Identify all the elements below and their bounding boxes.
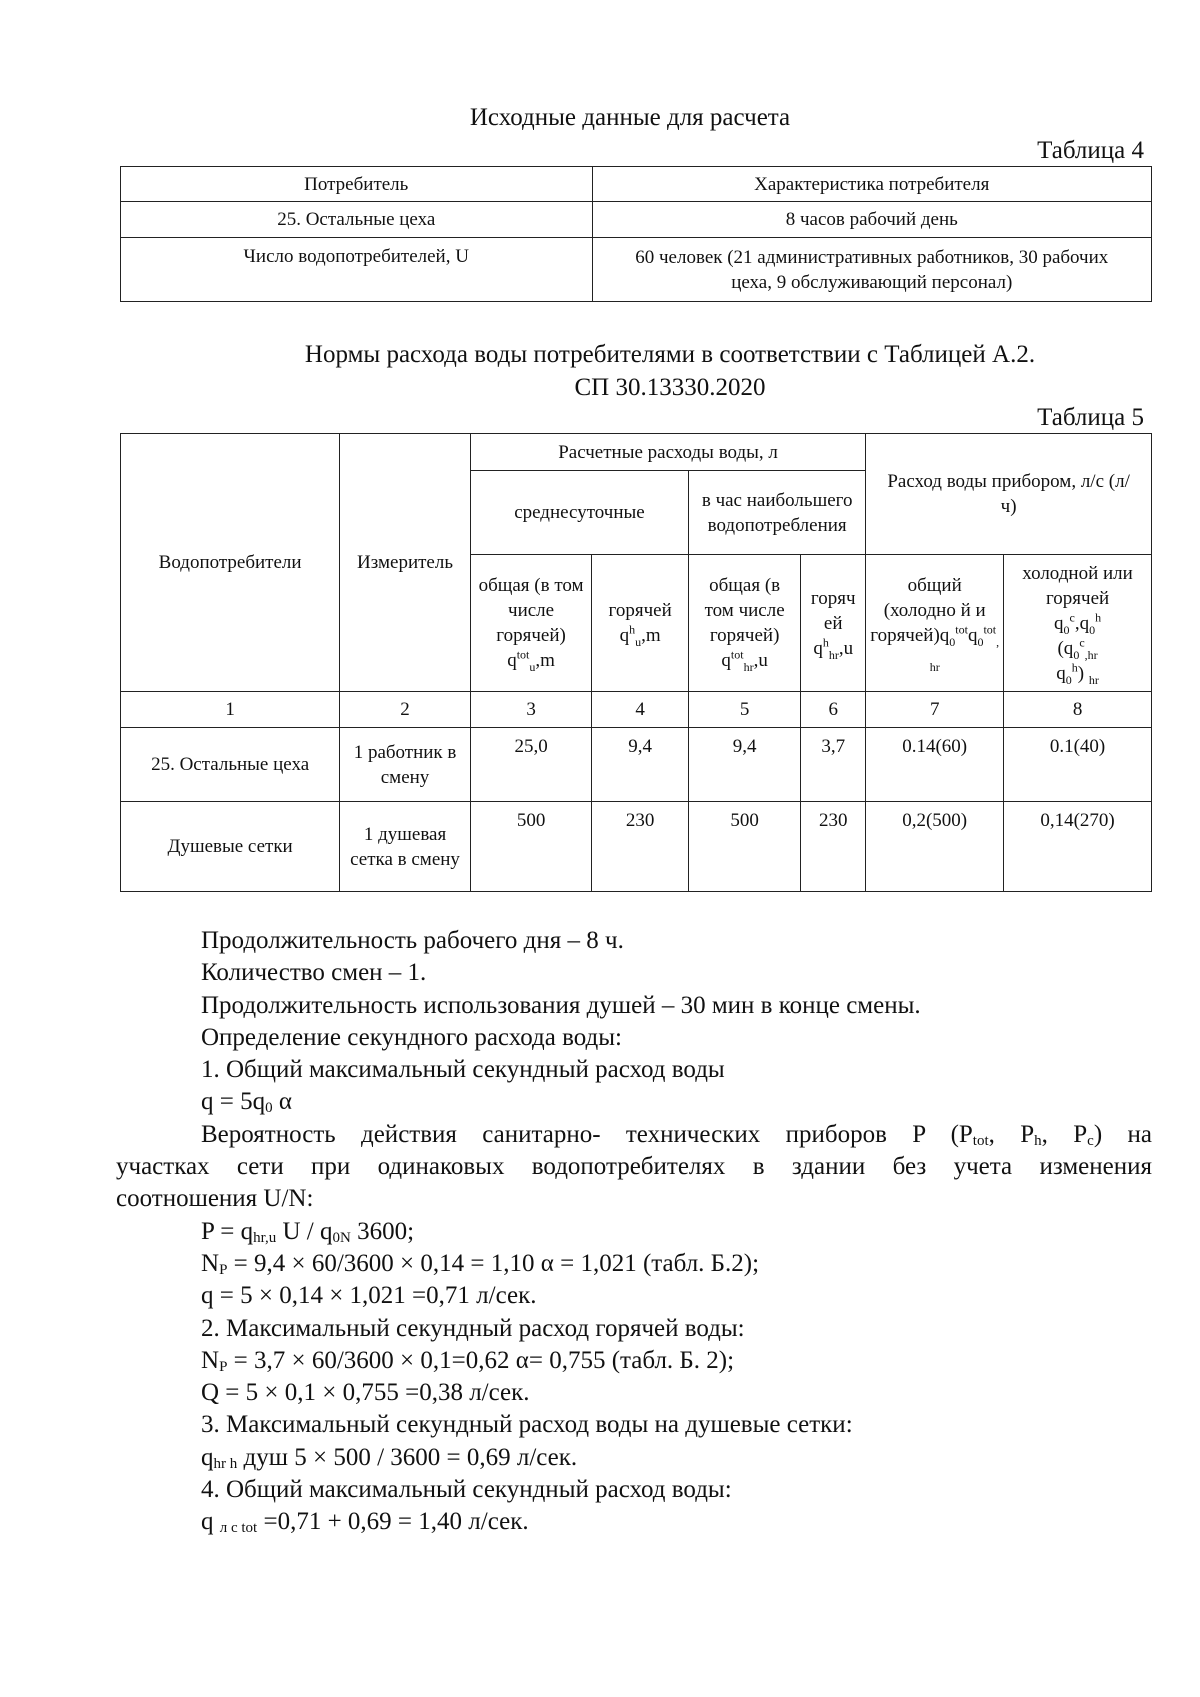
header-peak-hour: в час наибольшего водопотребления — [689, 471, 866, 555]
table-cell: 1 душевая сетка в смену — [340, 802, 471, 892]
table-cell: 4 — [592, 692, 689, 728]
header-col8: холодной или горячей $q_0^c,q_0^h$ ($q_0^c_{,hr}$ $q_0^h$) $_{hr}$ — [1004, 555, 1152, 692]
table-cell: 500 — [470, 802, 591, 892]
table-cell: 60 человек (21 административных работников, 30 рабочих цеха, 9 обслуживающий персонал) — [592, 238, 1151, 302]
header-calc-flows: Расчетные расходы воды, л — [470, 434, 865, 471]
table-cell: 230 — [801, 802, 866, 892]
table-cell: 3 — [470, 692, 591, 728]
table-cell: 6 — [801, 692, 866, 728]
heading-norms-line2: СП 30.13330.2020 — [574, 374, 766, 401]
text-line: Определение секундного расхода воды: — [201, 1023, 622, 1051]
heading-norms — [120, 338, 1200, 404]
header-device-flow: Расход воды прибором, л/с (л/ч) — [866, 434, 1152, 555]
header-col7: общий (холодно й и $горячей)q_0^{tot}q_0^{tot}_{, hr}$ — [866, 555, 1004, 692]
calculation-text — [116, 925, 1152, 1539]
formula-line: Q = 5 × 0,1 × 0,755 =0,38 л/сек. — [201, 1379, 530, 1407]
table-cell: 0.1(40) — [1004, 728, 1152, 802]
table-cell: 0,2(500) — [866, 802, 1004, 892]
table-row — [121, 167, 1152, 202]
heading-norms-line1: Нормы расхода воды потребителями в соответствии с Таблицей А.2. — [304, 341, 1036, 368]
text-line: Продолжительность рабочего дня – 8 ч. — [201, 927, 624, 954]
formula-line: q = 5 × 0,14 × 1,021 =0,71 л/сек. — [201, 1282, 537, 1310]
table-5 — [120, 433, 1152, 892]
table-cell: 230 — [592, 802, 689, 892]
table5-caption: Таблица 5 — [1037, 404, 1144, 431]
table-cell: 8 часов рабочий день — [592, 202, 1151, 238]
table-row — [121, 202, 1152, 238]
text-line: Количество смен – 1. — [201, 959, 427, 987]
formula-line: $q = 5q_0$ α — [201, 1088, 292, 1117]
table-cell: 25,0 — [470, 728, 591, 802]
table-cell: 7 — [866, 692, 1004, 728]
header-col6: горяч ей $q^h_{hr},u$ — [801, 555, 866, 692]
header-col5: общая (в том числе горячей) $q^{tot}_{hr},u$ — [689, 555, 801, 692]
paragraph-line: Вероятность действия санитарно- технических приборов P ($P_{tot}$, $P_h$, $P_c$) на — [201, 1120, 1152, 1149]
paragraph-line: соотношения U/N: — [116, 1185, 314, 1213]
table-cell: 9,4 — [592, 728, 689, 802]
table-cell: Душевые сетки — [121, 802, 340, 892]
table-cell: 25. Остальные цеха — [121, 202, 593, 238]
text-line: 2. Максимальный секундный расход горячей воды: — [201, 1314, 745, 1342]
table-cell: 1 работник в смену — [340, 728, 471, 802]
header-consumers: Водопотребители — [121, 434, 340, 692]
table-row — [121, 802, 1152, 892]
header-col4: горячей $q^h_u,m$ — [592, 555, 689, 692]
text-line: 3. Максимальный секундный расход воды на душевые сетки: — [201, 1411, 853, 1439]
table-row-numbers — [121, 692, 1152, 728]
table-cell: 8 — [1004, 692, 1152, 728]
table-4 — [120, 166, 1152, 302]
text-line: 4. Общий максимальный секундный расход воды: — [201, 1476, 732, 1504]
formula-line: $P = q_{hr,u}$ U / $q_{0N}$ 3600; — [201, 1217, 415, 1246]
formula-line: $q_{hr h}$ душ 5 × 500 / 3600 = 0,69 л/сек. — [201, 1443, 578, 1472]
table-cell: 500 — [689, 802, 801, 892]
heading-initial-data: Исходные данные для расчета — [469, 104, 791, 131]
table-cell: Число водопотребителей, U — [121, 238, 593, 302]
text-line: Продолжительность использования душей – 30 мин в конце смены. — [201, 991, 921, 1019]
table-cell: 2 — [340, 692, 471, 728]
table-header-cell: Характеристика потребителя — [592, 167, 1151, 202]
header-meter: Измеритель — [340, 434, 471, 692]
table-cell: 1 — [121, 692, 340, 728]
table-row — [121, 238, 1152, 302]
formula-line: $N_P = 9,4 \times 60/3600 \times 0,14 = 1,10$ α = 1,021 (табл. Б.2); — [201, 1249, 760, 1278]
table-header-cell: Потребитель — [121, 167, 593, 202]
table-cell: 9,4 — [689, 728, 801, 802]
header-daily: среднесуточные — [470, 471, 688, 555]
table-cell: 5 — [689, 692, 801, 728]
table-row — [121, 728, 1152, 802]
table-cell: 25. Остальные цеха — [121, 728, 340, 802]
paragraph-line: участках сети при одинаковых водопотребителях в здании без учета изменения — [116, 1153, 1152, 1181]
table-cell: 0.14(60) — [866, 728, 1004, 802]
table4-caption: Таблица 4 — [1037, 137, 1144, 164]
formula-line: q $_{л с tot}$ =0,71 + 0,69 = 1,40 л/сек. — [201, 1508, 529, 1537]
header-col3: общая (в том числе горячей) $q^{tot}_u,m$ — [470, 555, 591, 692]
table-cell: 0,14(270) — [1004, 802, 1152, 892]
text-line: 1. Общий максимальный секундный расход воды — [201, 1056, 725, 1084]
formula-line: $N_P = 3,7 \times 60/3600 \times 0,1=0,62$ α= 0,755 (табл. Б. 2); — [201, 1346, 735, 1375]
table-cell: 3,7 — [801, 728, 866, 802]
table-row — [121, 434, 1152, 471]
